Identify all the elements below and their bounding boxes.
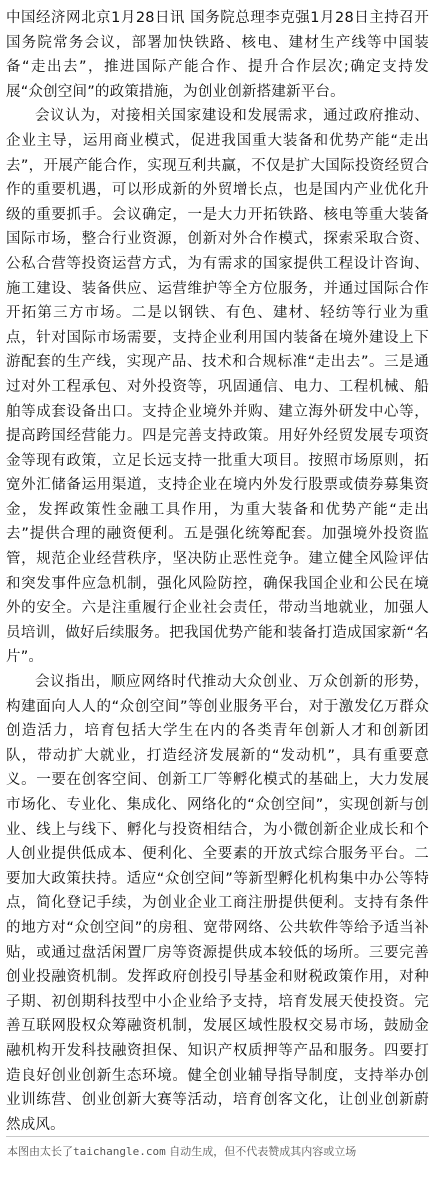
footer-site-link[interactable]: taichangle.com (73, 1145, 166, 1158)
article-paragraph-maker-spaces: 会议指出，顺应网络时代推动大众创业、万众创新的形势，构建面向人人的“众创空间”等创业服务平台，对于激发亿万群众创造活力，培育包括大学生在内的各类青年创新人才和创新团队，带动扩大就业，打造经济发展新的“发动机”，具有重要意义。一要在创客空间、创新工厂等孵化模式的基础上，大力发展市场化、专业化、集成化、网络化的“众创空间”，实现创新与创业、线上与线下、孵化与投资相结合，为小微创新企业成长和个人创业提供低成本、便利化、全要素的开放式综合服务平台。二要加大政策扶持。适应“众创空间”等新型孵化机构集中办公等特点，简化登记手续，为创业企业工商注册提供便利。支持有条件的地方对“众创空间”的房租、宽带网络、公共软件等给予适当补贴，或通过盘活闲置厂房等资源提供成本较低的场所。三要完善创业投融资机制。发挥政府创投引导基金和财税政策作用，对种子期、初创期科技型中小企业给予支持，培育发展天使投资。完善互联网股权众筹融资机制，发展区域性股权交易市场，鼓励金融机构开发科技融资担保、知识产权质押等产品和服务。四要打造良好创业创新生态环境。健全创业辅导指导制度，支持举办创业训练营、创业创新大赛等活动，培育创客文化，让创业创新蔚然成风。 (6, 674, 429, 1133)
article-paragraph-production-capacity: 会议认为，对接相关国家建设和发展需求，通过政府推动、企业主导，运用商业模式，促进我国重大装备和优势产能“走出去”，开展产能合作，实现互利共赢，不仅是扩大国际投资经贸合作的重要机遇，可以形成新的外贸增长点，也是国内产业优化升级的重要抓手。会议确定，一是大力开拓铁路、核电等重大装备国际市场，整合行业资源，创新对外合作模式，探索采取合资、公私合营等投资运营方式，为有需求的国家提供工程设计咨询、施工建设、装备供应、运营维护等全方位服务，并通过国际合作开拓第三方市场。二是以钢铁、有色、建材、轻纺等行业为重点，针对国际市场需要，支持企业利用国内装备在境外建设上下游配套的生产线，实现产品、技术和合规标准“走出去”。三是通过对外工程承包、对外投资等，巩固通信、电力、工程机械、船舶等成套设备出口。支持企业境外并购、建立海外研发中心等，提高跨国经营能力。四是完善支持政策。用好外经贸发展专项资金等现有政策，立足长远支持一批重大项目。按照市场原则，拓宽外汇储备运用渠道，支持企业在境内外发行股票或债券募集资金，发挥政策性金融工具作用，为重大装备和优势产能“走出去”提供合理的融资便利。五是强化统筹配套。加强境外投资监管，规范企业经营秩序，坚决防止恶性竞争。建立健全风险评估和突发事件应急机制，强化风险防控，确保我国企业和公民在境外的安全。六是注重履行企业社会责任，带动当地就业，加强人员培训，做好后续服务。把我国优势产能和装备打造成国家新“名片”。 (6, 108, 429, 666)
footer-suffix: 自动生成，但不代表赞成其内容或立场 (165, 1145, 357, 1158)
footer-prefix: 本图由太长了 (7, 1145, 73, 1158)
footer-divider (6, 1136, 429, 1137)
article-paragraph-lead: 中国经济网北京1月28日讯 国务院总理李克强1月28日主持召开国务院常务会议，部署加快铁路、核电、建材生产线等中国装备“走出去”，推进国际产能合作、提升合作层次;确定支持发展“众创空间”的政策措施，为创业创新搭建新平台。 (6, 10, 429, 100)
article-body (6, 6, 429, 1137)
footer-note (7, 1144, 429, 1160)
